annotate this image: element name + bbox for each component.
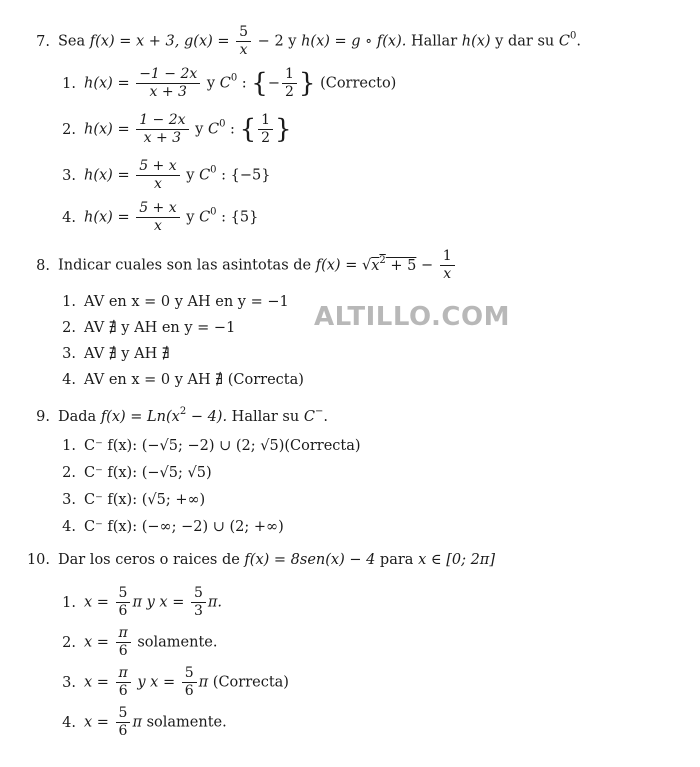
q10-option-4: 4. x = $\frac{5}{6}$ π solamente. [62,705,227,739]
q9-option-1: 1. C⁻ f(x): (−√5; −2) ∪ (2; √5)(Correcta) [62,438,361,454]
q9-option-3: 3. C⁻ f(x): (√5; +∞) [62,492,206,508]
question-number: 10. [26,552,50,568]
q7-option-1: 1. h(x) = $\frac{-1 - 2x}{x + 3}$ y $C^0$ : {− $\frac{1}{2}$ } (Correcto) [62,66,397,100]
q7-option-2: 2. h(x) = $\frac{1 - 2x}{x + 3}$ y $C^0$ : { $\frac{1}{2}$ } [62,112,292,146]
watermark: ALTILLO.COM [314,302,510,332]
q7-option-3: 3. h(x) = $\frac{5 + x}{x}$ y $C^0$ : {−5} [62,158,271,192]
q8-option-1: 1. AV en x = 0 y AH en y = −1 [62,294,289,310]
question-7: 7. Sea f(x) = x + 3, g(x) = $\frac{5}{x}$ − 2 y h(x) = g ∘ f(x). Hallar h(x) y dar su $C^0$. [22,24,581,59]
fraction: $\frac{5}{x}$ [236,24,251,59]
q8-option-4: 4. AV en x = 0 y AH ∄ (Correcta) [62,372,304,388]
question-8: 8. Indicar cuales son las asintotas de $f(x) = √x^2 + 5$ − $\frac{1}{x}$ [22,248,457,283]
q10-option-1: 1. x = $\frac{5}{6}$ π y x = $\frac{5}{3}$ π. [62,585,223,619]
question-10: 10. Dar los ceros o raices de f(x) = 8sen(x) − 4 para x ∈ [0; 2π] [22,552,495,568]
q10-option-2: 2. x = $\frac{\pi}{6}$ solamente. [62,625,218,659]
q9-option-4: 4. C⁻ f(x): (−∞; −2) ∪ (2; +∞) [62,519,284,535]
q10-option-3: 3. x = $\frac{\pi}{6}$ y x = $\frac{5}{6}$ π (Correcta) [62,665,289,699]
question-9: 9. Dada $f(x) = Ln(x^2 - 4)$. Hallar su C−. [22,406,328,425]
question-number: 9. [36,409,50,425]
q9-option-2: 2. C⁻ f(x): (−√5; √5) [62,465,212,481]
q7-option-4: 4. h(x) = $\frac{5 + x}{x}$ y $C^0$ : {5} [62,200,259,234]
q8-option-3: 3. AV ∄ y AH ∄ [62,346,170,362]
question-number: 8. [36,257,50,274]
question-number: 7. [36,33,50,50]
q8-option-2: 2. AV ∄ y AH en y = −1 [62,320,236,336]
